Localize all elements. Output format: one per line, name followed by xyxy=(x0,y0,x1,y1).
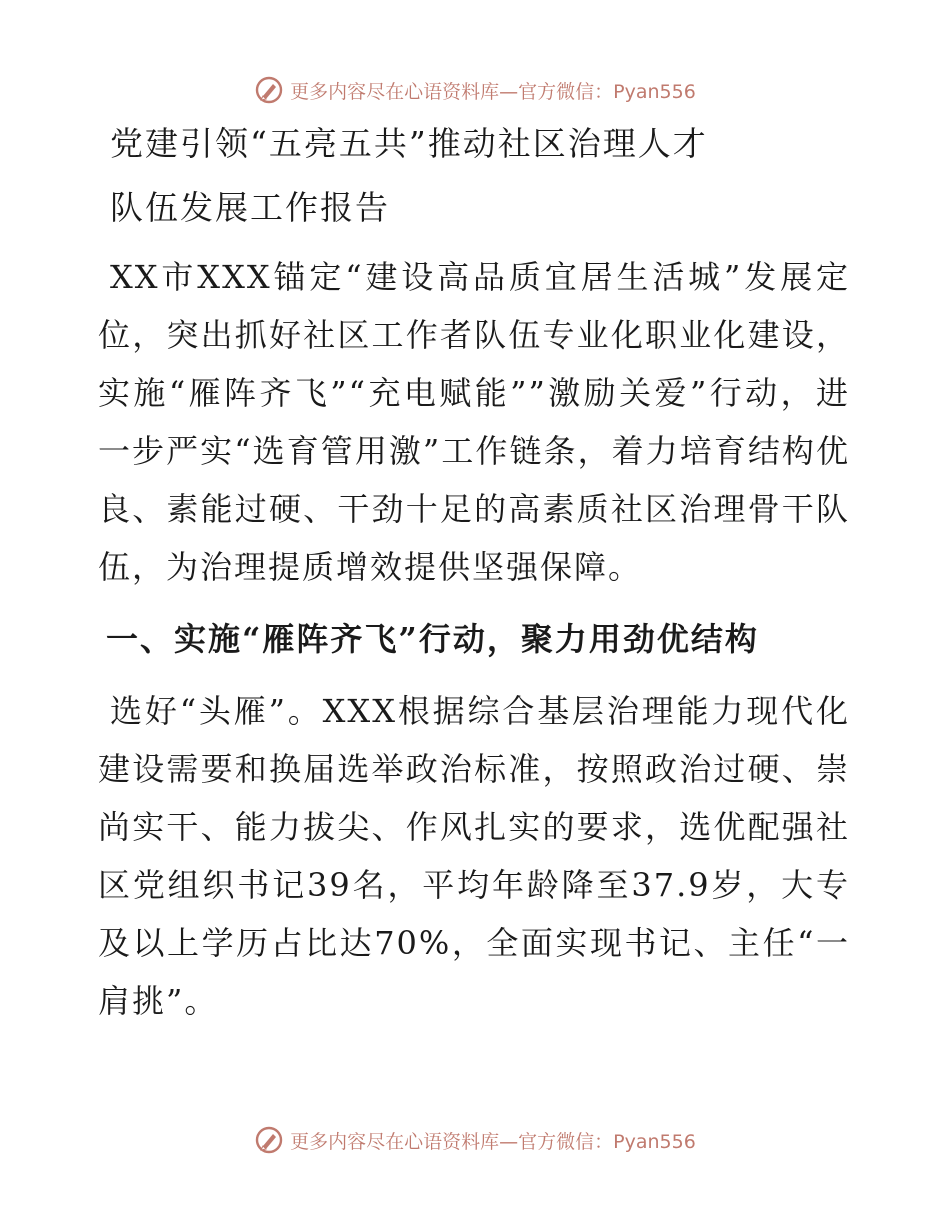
pen-logo-icon xyxy=(254,75,284,105)
intro-paragraph: XX市XXX锚定“建设高品质宜居生活城”发展定位，突出抓好社区工作者队伍专业化职业化建设，实施“雁阵齐飞”“充电赋能””激励关爱”行动，进一步严实“选育管用激”工作链条，着力培育结构优良、素能过硬、干劲十足的高素质社区治理骨干队伍，为治理提质增效提供坚强保障。 xyxy=(98,258,850,586)
section-1-paragraph: 选好“头雁”。XXX根据综合基层治理能力现代化建设需要和换届选举政治标准，按照政治过硬、崇尚实干、能力拔尖、作风扎实的要求，选优配强社区党组织书记39名，平均年龄降至37.9岁，大专及以上学历占比达70%，全面实现书记、主任“一肩挑”。 xyxy=(98,692,850,1020)
pen-logo-icon xyxy=(254,1125,284,1155)
document-title-line-2: 队伍发展工作报告 xyxy=(110,188,390,227)
footer-watermark-banner xyxy=(0,1120,950,1160)
document-title-line-1: 党建引领“五亮五共”推动社区治理人才 xyxy=(110,124,708,163)
section-heading-1: 一、实施“雁阵齐飞”行动，聚力用劲优结构 xyxy=(106,620,759,658)
document-body xyxy=(98,122,850,1030)
watermark-text: 更多内容尽在心语资料库—官方微信：Pyan556 xyxy=(290,1130,696,1153)
header-watermark-banner xyxy=(0,70,950,110)
watermark-text: 更多内容尽在心语资料库—官方微信：Pyan556 xyxy=(290,80,696,103)
